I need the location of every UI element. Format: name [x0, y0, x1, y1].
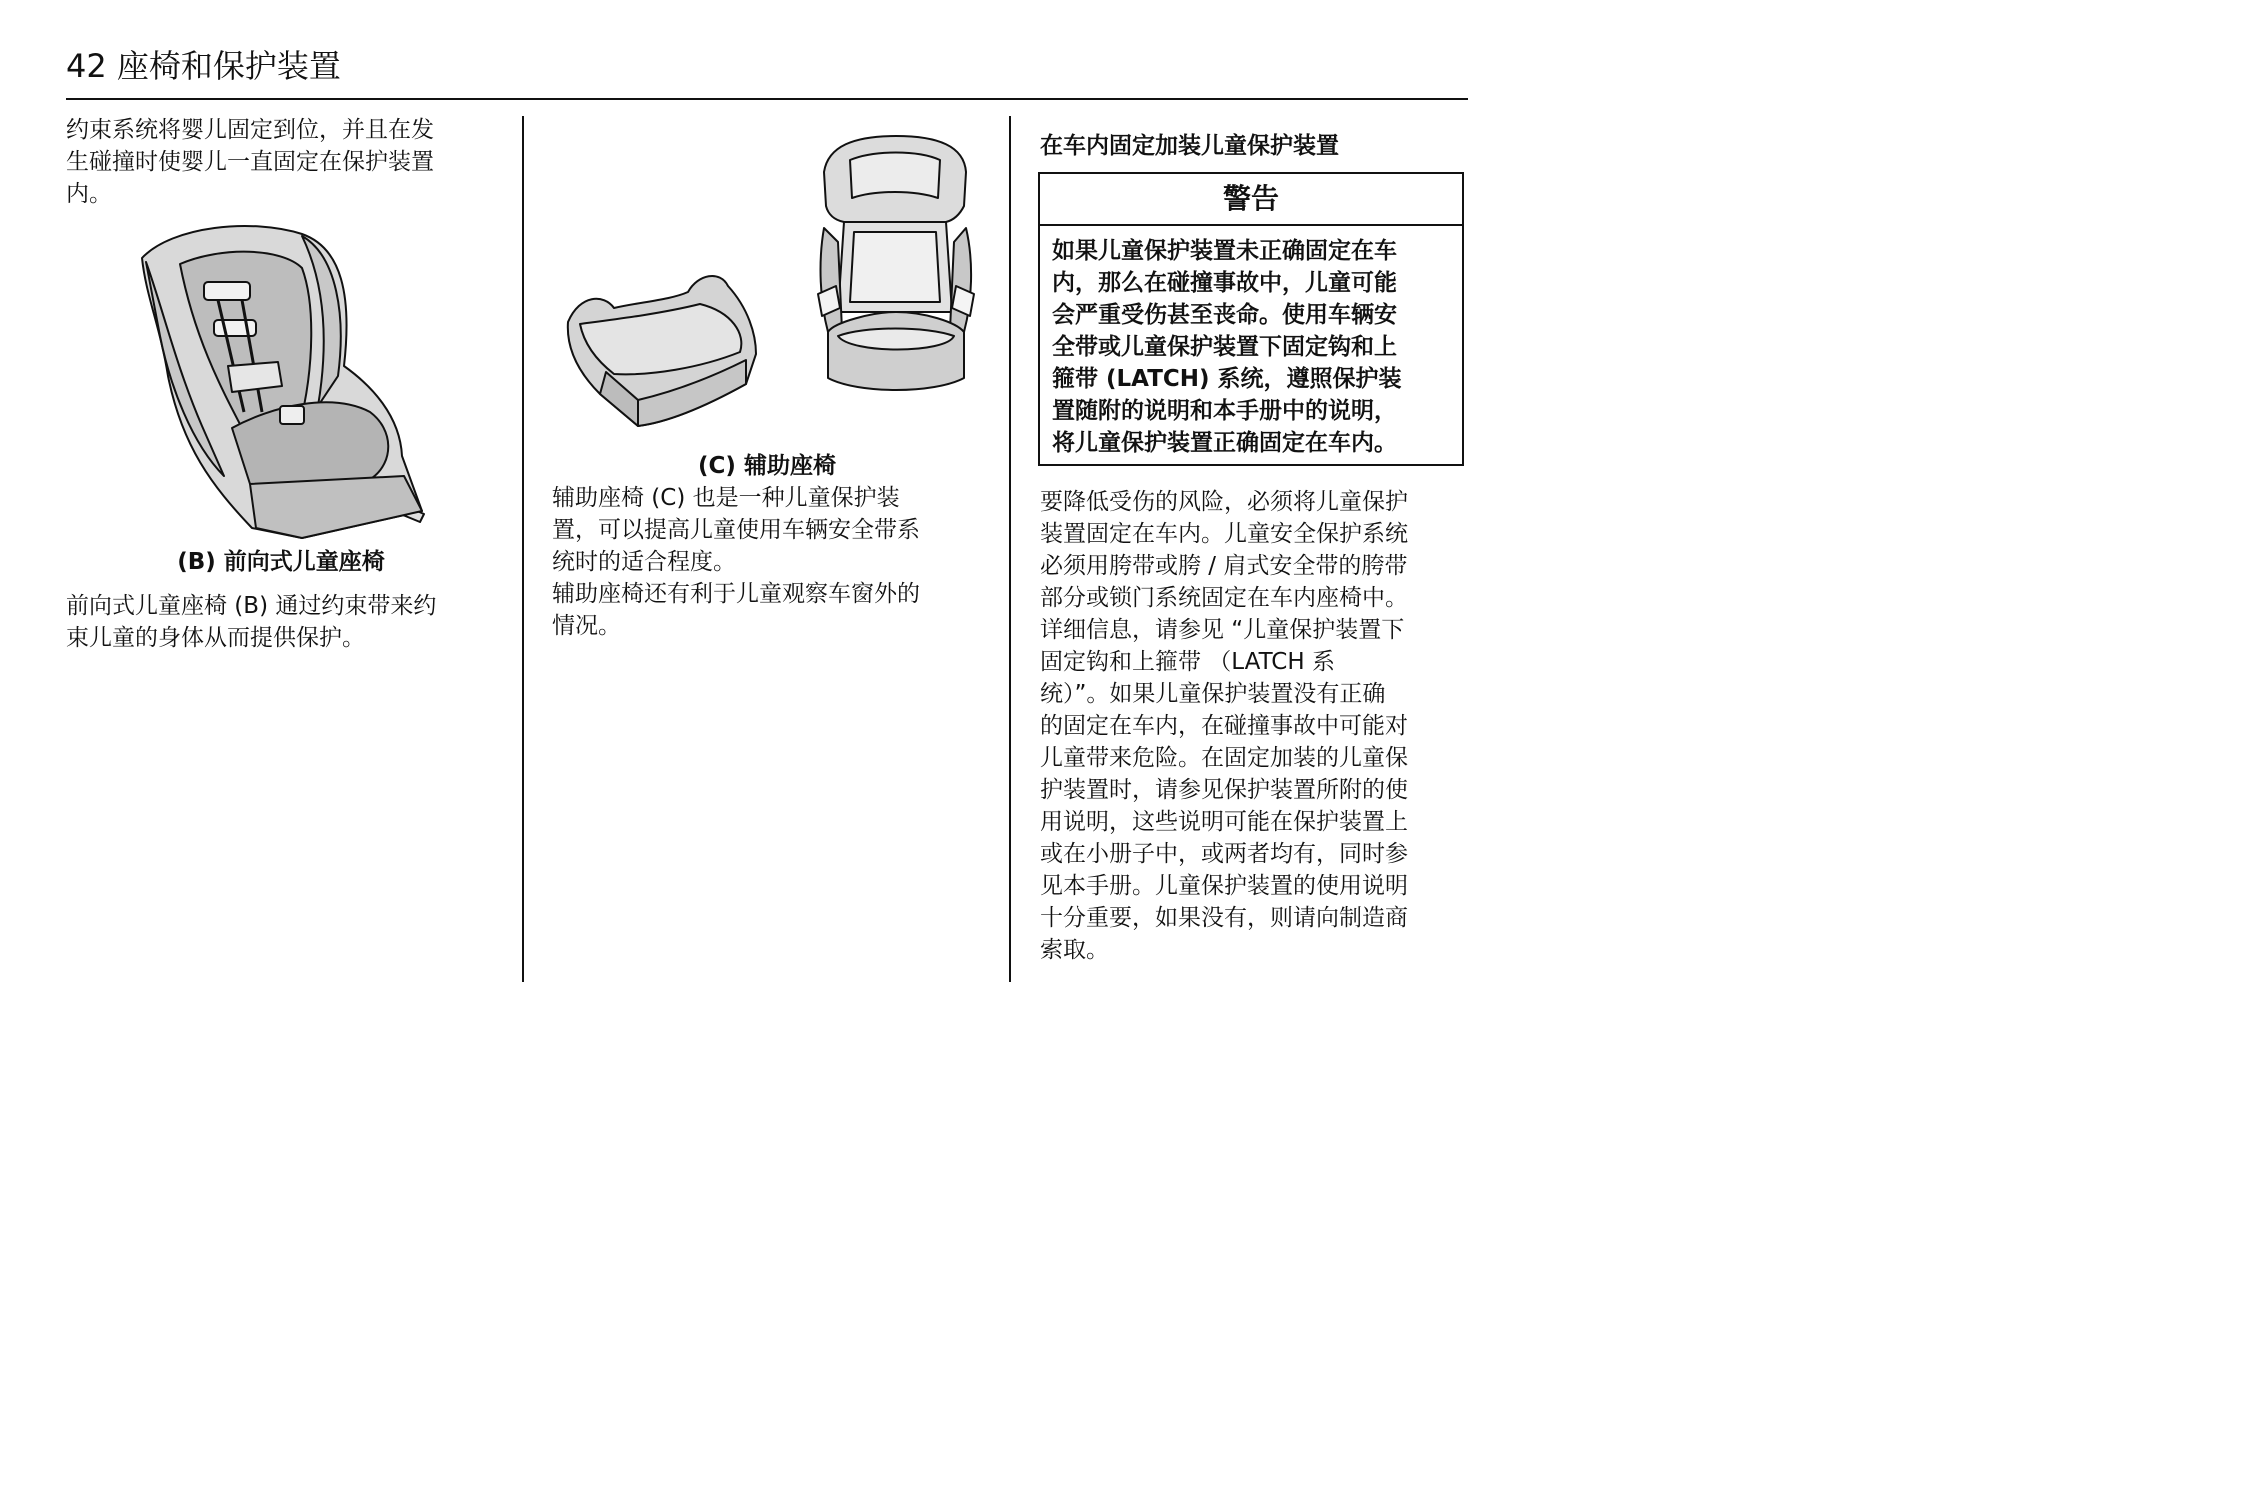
text-line: 统）”。如果儿童保护装置没有正确: [1040, 681, 1386, 707]
text-line: 内。: [66, 181, 112, 207]
column-divider-left: [522, 116, 524, 982]
text-line: 置，可以提高儿童使用车辆安全带系: [552, 517, 920, 543]
text-line: 箍带 (LATCH) 系统，遵照保护装: [1052, 366, 1402, 392]
column1-intro: [66, 114, 506, 210]
text-line: 情况。: [552, 613, 621, 639]
text-line: 束儿童的身体从而提供保护。: [66, 625, 365, 651]
text-line: 固定钩和上箍带 （LATCH 系: [1040, 649, 1335, 675]
figure-caption-c: (C) 辅助座椅: [698, 453, 836, 479]
text-line: 置随附的说明和本手册中的说明，: [1052, 398, 1397, 424]
text-line: 必须用胯带或胯 / 肩式安全带的胯带: [1040, 553, 1408, 579]
text-line: 部分或锁门系统固定在车内座椅中。: [1040, 585, 1408, 611]
column-divider-right: [1009, 116, 1011, 982]
text-line: 全带或儿童保护装置下固定钩和上: [1052, 334, 1397, 360]
text-line: 用说明，这些说明可能在保护装置上: [1040, 809, 1408, 835]
warning-box: [1038, 172, 1464, 466]
text-line: 如果儿童保护装置未正确固定在车: [1052, 238, 1397, 264]
forward-facing-child-seat-icon: [132, 216, 432, 546]
text-line: 将儿童保护装置正确固定在车内。: [1052, 430, 1397, 456]
text-line: 见本手册。儿童保护装置的使用说明: [1040, 873, 1408, 899]
text-line: 十分重要，如果没有，则请向制造商: [1040, 905, 1408, 931]
text-line: 辅助座椅 (C) 也是一种儿童保护装: [552, 485, 900, 511]
text-line: 儿童带来危险。在固定加装的儿童保: [1040, 745, 1408, 771]
text-line: 的固定在车内，在碰撞事故中可能对: [1040, 713, 1408, 739]
warning-title: 警告: [1040, 174, 1462, 226]
section-heading: 在车内固定加装儿童保护装置: [1040, 133, 1339, 159]
text-line: 护装置时，请参见保护装置所附的使: [1040, 777, 1408, 803]
text-line: 生碰撞时使婴儿一直固定在保护装置: [66, 149, 434, 175]
figure-caption-b: (B) 前向式儿童座椅: [177, 549, 385, 575]
text-line: 装置固定在车内。儿童安全保护系统: [1040, 521, 1408, 547]
text-line: 辅助座椅还有利于儿童观察车窗外的: [552, 581, 920, 607]
text-line: 前向式儿童座椅 (B) 通过约束带来约: [66, 593, 437, 619]
text-line: 详细信息，请参见 “儿童保护装置下: [1040, 617, 1405, 643]
column1-description: [66, 590, 506, 654]
high-back-booster-seat-icon: [814, 132, 978, 402]
column3-body: [1040, 486, 1466, 966]
page-title: 42 座椅和保护装置: [66, 47, 341, 85]
backless-booster-seat-icon: [560, 264, 764, 434]
text-line: 统时的适合程度。: [552, 549, 736, 575]
header-rule: [66, 98, 1468, 100]
text-line: 要降低受伤的风险，必须将儿童保护: [1040, 489, 1408, 515]
column2-description: [552, 482, 992, 642]
text-line: 约束系统将婴儿固定到位，并且在发: [66, 117, 434, 143]
text-line: 索取。: [1040, 937, 1109, 963]
text-line: 会严重受伤甚至丧命。使用车辆安: [1052, 302, 1397, 328]
text-line: 或在小册子中，或两者均有，同时参: [1040, 841, 1408, 867]
warning-body: [1040, 226, 1462, 459]
text-line: 内，那么在碰撞事故中，儿童可能: [1052, 270, 1397, 296]
